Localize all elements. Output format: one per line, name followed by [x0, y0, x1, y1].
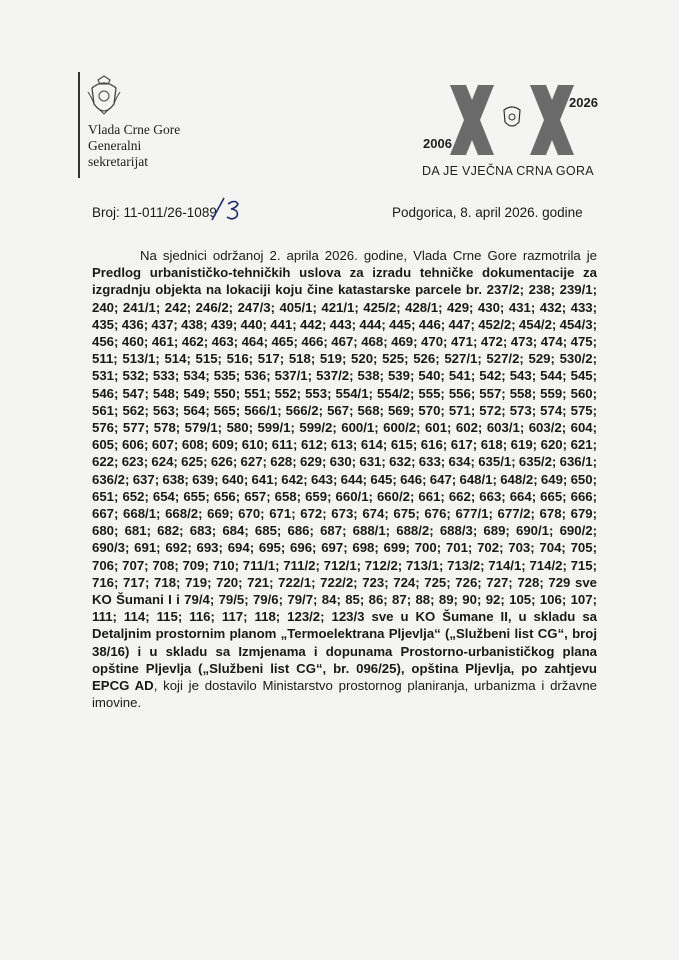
organization-name — [88, 122, 180, 170]
document-number: Broj: 11-011/26-1089 — [92, 205, 217, 220]
coat-of-arms-small-icon — [504, 107, 520, 126]
handwritten-number-suffix — [208, 196, 246, 222]
letterhead-divider — [78, 72, 80, 178]
logo-slogan: DA JE VJEČNA CRNA GORA — [422, 164, 594, 178]
place-and-date: Podgorica, 8. april 2026. godine — [392, 205, 583, 220]
logo-year-end: 2026 — [569, 95, 598, 110]
body-paragraph — [92, 247, 597, 711]
logo-year-start: 2006 — [423, 136, 452, 151]
body-outro: , koji je dostavilo Ministarstvo prostornog planiranja, urbanizma i državne imovine. — [92, 678, 597, 711]
body-subject: Predlog urbanističko-tehničkih uslova za izradu tehničke dokumentacije za izgradnju objekta na lokaciji koju čine katastarske parcele br. 237/2; 238; 239/1; 240; 241/1; 242; 246/2; 247/3; 405/1; 421/1; 425/2; 428/1; 429; 430; 431; 432; 433; 435; 436; 437; 438; 439; 440; 441; 442; 443; 444; 445; 446; 447; 452/2; 454/2; 454/3; 456; 460; 461; 462; 463; 464; 465; 466; 467; 468; 469; 470; 471; 472; 473; 474; 475; 511; 513/1; 514; 515; 516; 517; 518; 519; 520; 525; 526; 527/1; 527/2; 529; 530/2; 531; 532; 533; 534; 535; 536; 537/1; 537/2; 538; 539; 540; 541; 542; 543; 544; 545; 546; 547; 548; 549; 550; 551; 552; 553; 554/1; 554/2; 555; 556; 557; 558; 559; 560; 561; 562; 563; 564; 565; 566/1; 566/2; 567; 568; 569; 570; 571; 572; 573; 574; 575; 576; 577; 578; 579/1; 580; 599/1; 599/2; 600/1; 600/2; 601; 602; 603/1; 603/2; 604; 605; 606; 607; 608; 609; 610; 611; 612; 613; 614; 615; 616; 617; 618; 619; 620; 621; 622; 623; 624; 625; 626; 627; 628; 629; 630; 631; 632; 633; 634; 635/1; 635/2; 636/1; 636/2; 637; 638; 639; 640; 641; 642; 643; 644; 645; 646; 647; 648/1; 648/2; 649; 650; 651; 652; 654; 655; 656; 657; 658; 659; 660/1; 660/2; 661; 662; 663; 664; 665; 666; 667; 668/1; 668/2; 669; 670; 671; 672; 673; 674; 675; 676; 677/1; 677/2; 678; 679; 680; 681; 682; 683; 684; 685; 686; 687; 688/1; 688/2; 688/3; 689; 690/1; 690/2; 690/3; 691; 692; 693; 694; 695; 696; 697; 698; 699; 700; 701; 702; 703; 704; 705; 706; 707; 708; 709; 710; 711/1; 711/2; 712/1; 712/2; 713/1; 713/2; 714/1; 714/2; 715; 716; 717; 718; 719; 720; 721; 722/1; 722/2; 723; 724; 725; 726; 727; 728; 729 sve KO Šumani I i 79/4; 79/5; 79/6; 79/7; 84; 85; 86; 87; 88; 89; 90; 92; 105; 106; 107; 111; 114; 115; 116; 117; 118; 123/2; 123/3 sve u KO Šumane II, u skladu sa Detaljnim prostornim planom „Termoelektrana Pljevlja“ („Službeni list CG“, broj 38/16) i u skladu sa Izmjenama i dopunama Prostorno-urbanističkog plana opštine Pljevlja („Službeni list CG“, br. 096/25), opština Pljevlja, po zahtjevu EPCG AD — [92, 265, 597, 694]
org-line-1: Vlada Crne Gore — [88, 122, 181, 137]
org-line-3: sekretarijat — [88, 154, 148, 169]
coat-of-arms-icon — [84, 74, 124, 122]
body-intro: Na sjednici održanoj 2. aprila 2026. godine, Vlada Crne Gore razmotrila je — [140, 248, 597, 263]
anniversary-logo — [432, 80, 592, 170]
org-line-2: Generalni — [88, 138, 142, 153]
